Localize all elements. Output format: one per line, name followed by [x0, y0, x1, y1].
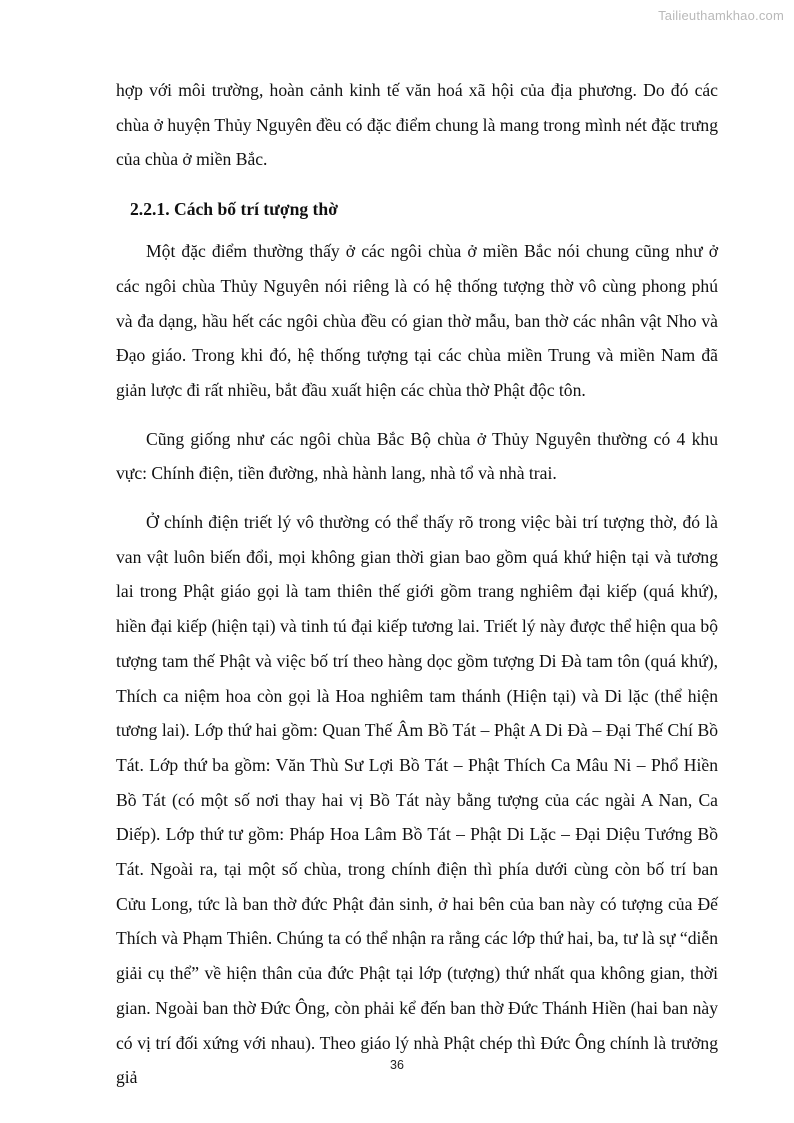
page-content [116, 73, 718, 1095]
continuation-paragraph: hợp với môi trường, hoàn cảnh kinh tế văn hoá xã hội của địa phương. Do đó các chùa ở huyện Thủy Nguyên đều có đặc điểm chung là mang trong mình nét đặc trưng của chùa ở miền Bắc. [116, 80, 718, 170]
paragraph-four-areas: Cũng giống như các ngôi chùa Bắc Bộ chùa ở Thủy Nguyên thường có 4 khu vực: Chính điện, tiền đường, nhà hành lang, nhà tổ và nhà trai. [116, 428, 718, 484]
paragraph-statue-system: Một đặc điểm thường thấy ở các ngôi chùa ở miền Bắc nói chung cũng như ở các ngôi chùa Thủy Nguyên nói riêng là có hệ thống tượng thờ vô cùng phong phú và đa dạng, hầu hết các ngôi chùa đều có gian thờ mẫu, ban thờ các nhân vật Nho và Đạo giáo. Trong khi đó, hệ thống tượng tại các chùa miền Trung và miền Nam đã giản lược đi rất nhiều, bắt đầu xuất hiện các chùa thờ Phật độc tôn. [116, 241, 718, 400]
paragraph-main-hall: Ở chính điện triết lý vô thường có thể thấy rõ trong việc bài trí tượng thờ, đó là van vật luôn biến đổi, mọi không gian thời gian bao gồm quá khứ hiện tại và tương lai trong Phật giáo gọi là tam thiên thế giới gồm trang nghiêm đại kiếp (quá khứ), hiền đại kiếp (hiện tại) và tinh tú đại kiếp tương lai. Triết lý này được thể hiện qua bộ tượng tam thế Phật và việc bố trí theo hàng dọc gồm tượng Di Đà tam tôn (quá khứ), Thích ca niệm hoa còn gọi là Hoa nghiêm tam thánh (Hiện tại) và Di lặc (thể hiện tương lai). Lớp thứ hai gồm: Quan Thế Âm Bồ Tát – Phật A Di Đà – Đại Thế Chí Bồ Tát. Lớp thứ ba gồm: Văn Thù Sư Lợi Bồ Tát – Phật Thích Ca Mâu Ni – Phổ Hiền Bồ Tát (có một số nơi thay hai vị Bồ Tát này bằng tượng của các ngài A Nan, Ca Diếp). Lớp thứ tư gồm: Pháp Hoa Lâm Bồ Tát – Phật Di Lặc – Đại Diệu Tướng Bồ Tát. Ngoài ra, tại một số chùa, trong chính điện thì phía dưới cùng còn bố trí ban Cửu Long, tức là ban thờ đức Phật đản sinh, ở hai bên của ban này có tượng của Đế Thích và Phạm Thiên. Chúng ta có thể nhận ra rằng các lớp thứ hai, ba, tư là sự “diễn giải cụ thể” về hiện thân của đức Phật tại lớp (tượng) thứ nhất qua không gian, thời gian. Ngoài ban thờ Đức Ông, còn phải kể đến ban thờ Đức Thánh Hiền (hai ban này có vị trí đối xứng với nhau). Theo giáo lý nhà Phật chép thì Đức Ông chính là trưởng giả [116, 512, 718, 1088]
page-number: 36 [390, 1058, 404, 1072]
watermark: Tailieuthamkhao.com [658, 8, 784, 23]
section-heading: 2.2.1. Cách bố trí tượng thờ [130, 199, 338, 220]
